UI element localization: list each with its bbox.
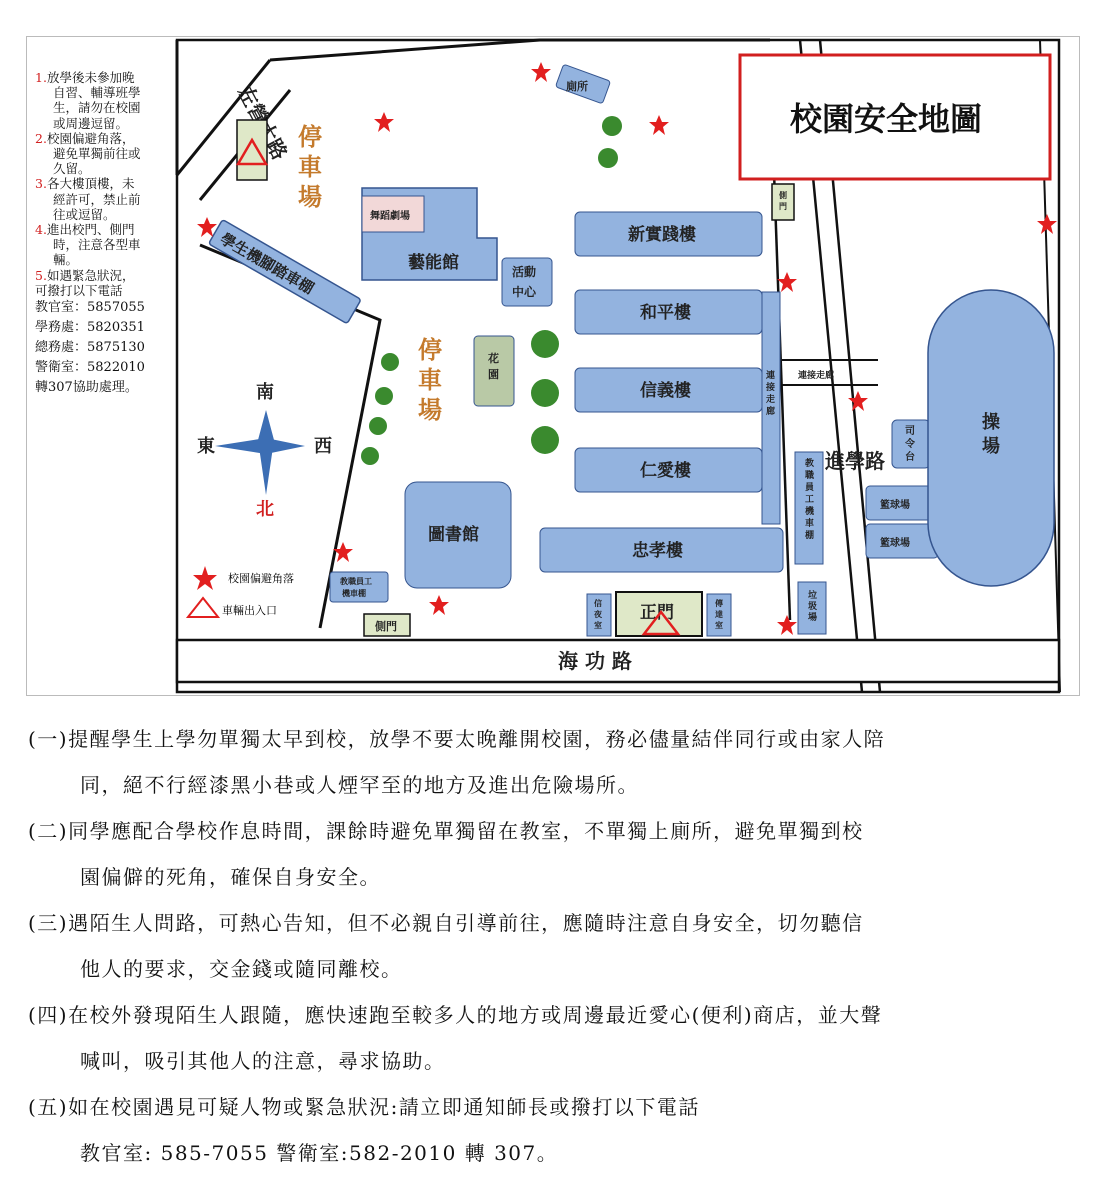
vertical-char: 台 (905, 452, 915, 463)
reception-label (594, 598, 603, 630)
scooter-shed-label: 學生機腳踏車棚 (216, 229, 317, 298)
basketball-label: 籃球場 (880, 538, 910, 549)
paragraph-text: 他人的要求，交金錢或隨同離校。 (80, 957, 403, 981)
vertical-char: 園 (488, 368, 499, 381)
staff-shed-small-line: 機車棚 (342, 589, 366, 598)
vertical-char: 門 (779, 202, 787, 211)
tip-number: 2. (35, 130, 47, 146)
paragraph-label: (四) (28, 1003, 69, 1027)
main-gate-label: 正門 (640, 603, 674, 623)
tip-number: 5. (35, 267, 47, 283)
vertical-char: 停 (298, 123, 322, 151)
paragraph (28, 716, 1088, 808)
vertical-char: 傳 (715, 599, 723, 608)
tip-text: 如遇緊急狀況， (46, 267, 135, 283)
tip-text: 可撥打以下電話 (35, 282, 123, 298)
vertical-char: 場 (418, 396, 442, 424)
tip-text: 輛。 (53, 252, 79, 268)
paragraph-label: (三) (28, 911, 69, 935)
parking-label (418, 336, 443, 424)
activity-label-line: 活動 (512, 265, 537, 279)
vertical-char: 場 (982, 436, 1000, 457)
vertical-char: 場 (808, 613, 818, 623)
library-label: 圖書館 (428, 525, 479, 545)
vertical-char: 走 (766, 395, 776, 405)
paragraph (28, 900, 1088, 992)
staff-shed-small-line: 教職員工 (340, 577, 372, 586)
phone-entry: 轉307協助處理。 (35, 380, 138, 396)
paragraph-text: 同，絕不行經漆黑小巷或人煙罕至的地方及進出危險場所。 (80, 773, 639, 797)
road-label-haigong: 海 功 路 (558, 649, 632, 673)
phone-entry: 教官室：5857055 (35, 300, 145, 316)
vertical-char: 棚 (805, 531, 815, 541)
parking-label (298, 123, 323, 211)
paragraph-text: 教官室: 585-7055 警衛室:582-2010 轉 307。 (80, 1141, 559, 1165)
paragraph-label: (二) (28, 819, 69, 843)
paragraph (28, 992, 1088, 1084)
xinshijian-label: 新實踐樓 (628, 225, 696, 245)
compass-west: 西 (314, 436, 332, 457)
legend-triangle-label: 車輛出入口 (222, 604, 277, 617)
paragraph-text: 遇陌生人問路，可熱心告知，但不必親自引導前往，應隨時注意自身安全，切勿聽信 (68, 911, 864, 935)
tip-text: 放學後未參加晚 (46, 70, 135, 85)
vertical-char: 車 (298, 153, 322, 181)
compass-north: 北 (256, 499, 274, 520)
tip-text: 或周邊逗留。 (53, 115, 129, 131)
vertical-char: 連 (766, 371, 776, 381)
vertical-char: 圾 (808, 602, 818, 612)
tip-number: 1. (35, 70, 47, 85)
tree-icon (361, 447, 379, 465)
tree-icon (531, 379, 559, 407)
phone-entry: 學務處：5820351 (35, 320, 145, 336)
tip-text: 生，請勿在校園 (53, 100, 141, 116)
vertical-char: 信 (594, 599, 602, 608)
guard-label (715, 598, 723, 630)
phone-entry: 警衛室：5822010 (35, 360, 145, 376)
legend-star-label: 校園偏避角落 (228, 572, 294, 585)
tip-text: 避免單獨前往或 (53, 146, 141, 162)
tree-icon (602, 116, 622, 136)
arts-label: 藝能館 (408, 253, 459, 273)
paragraph-text: 喊叫，吸引其他人的注意，尋求協助。 (80, 1049, 446, 1073)
vertical-char: 達 (715, 610, 723, 619)
paragraph (28, 808, 1088, 900)
map-title: 校園安全地圖 (790, 100, 983, 138)
vertical-char: 垃 (808, 591, 818, 601)
renai-label: 仁愛樓 (640, 461, 691, 481)
vertical-char: 司 (905, 426, 915, 437)
safety-paragraphs (28, 716, 1088, 1176)
dance-label: 舞蹈劇場 (370, 211, 410, 222)
paragraph-text: 同學應配合學校作息時間，課餘時避免單獨留在教室，不單獨上廁所，避免單獨到校 (68, 819, 864, 843)
activity-label-line: 中心 (512, 285, 537, 299)
vertical-char: 令 (905, 439, 915, 450)
paragraph-text: 如在校園遇見可疑人物或緊急狀況:請立即通知師長或撥打以下電話 (68, 1095, 700, 1119)
xinyi-label: 信義樓 (640, 381, 691, 401)
tip-number: 4. (35, 222, 47, 238)
podium-label (904, 424, 915, 463)
vertical-char: 教 (805, 459, 815, 469)
basketball-label: 籃球場 (880, 500, 910, 511)
vertical-char: 機 (805, 507, 815, 517)
tree-icon (531, 426, 559, 454)
vertical-char: 室 (715, 621, 723, 630)
vertical-char: 室 (594, 621, 602, 630)
vertical-char: 接 (766, 383, 776, 393)
paragraph-text: 在校外發現陌生人跟隨，應快速跑至較多人的地方或周邊最近愛心(便利)商店，並大聲 (68, 1003, 883, 1027)
paragraph (28, 1084, 1088, 1176)
vertical-char: 員 (805, 483, 815, 493)
tip-text: 自習、輔導班學 (53, 85, 141, 101)
tree-icon (381, 353, 399, 371)
paragraph-label: (五) (28, 1095, 69, 1119)
tip-number: 3. (35, 176, 47, 192)
vertical-char: 停 (418, 336, 442, 364)
vertical-char: 車 (805, 519, 815, 529)
tree-icon (531, 330, 559, 358)
vertical-char: 廊 (766, 407, 776, 417)
vertical-char: 職 (805, 471, 815, 481)
compass-east: 東 (197, 436, 215, 457)
compass-south: 南 (256, 382, 274, 403)
zhongxiao-label: 忠孝樓 (632, 541, 683, 561)
vertical-char: 花 (488, 352, 499, 365)
vertical-char: 場 (298, 183, 322, 211)
vertical-char: 側 (779, 191, 787, 200)
tip-text: 經許可，禁止前 (53, 191, 141, 207)
paragraph-text: 提醒學生上學勿單獨太早到校，放學不要太晚離開校園，務必儘量結伴同行或由家人陪 (68, 727, 886, 751)
side-gate-bottom-label: 側門 (375, 620, 397, 633)
road-label-jinxue-text: 進學路 (825, 449, 885, 473)
tip-text: 往或逗留。 (53, 206, 116, 222)
tip-text: 各大樓頂樓，未 (46, 176, 135, 192)
tip-text: 進出校門、側門 (46, 222, 135, 238)
vertical-char: 車 (418, 366, 442, 394)
vertical-char: 夜 (594, 610, 602, 619)
trash-label (808, 589, 817, 623)
heping-label: 和平樓 (640, 303, 691, 323)
tip-text: 校園偏避角落， (46, 130, 135, 146)
tree-icon (375, 387, 393, 405)
tree-icon (369, 417, 387, 435)
phone-entry: 總務處：5875130 (35, 340, 145, 356)
vertical-char: 操 (982, 412, 1000, 433)
side-gate-left (237, 120, 267, 180)
road-label-jinxue (824, 449, 885, 473)
toilet-label: 廁所 (566, 80, 588, 93)
tip-text: 時，注意各型車 (53, 237, 141, 253)
corridor-label: 連接走廊 (798, 371, 835, 381)
tip-text: 久留。 (53, 161, 91, 177)
paragraph-label: (一) (28, 727, 69, 751)
vertical-char: 工 (805, 495, 815, 505)
paragraph-text: 園偏僻的死角，確保自身安全。 (80, 865, 381, 889)
tree-icon (598, 148, 618, 168)
